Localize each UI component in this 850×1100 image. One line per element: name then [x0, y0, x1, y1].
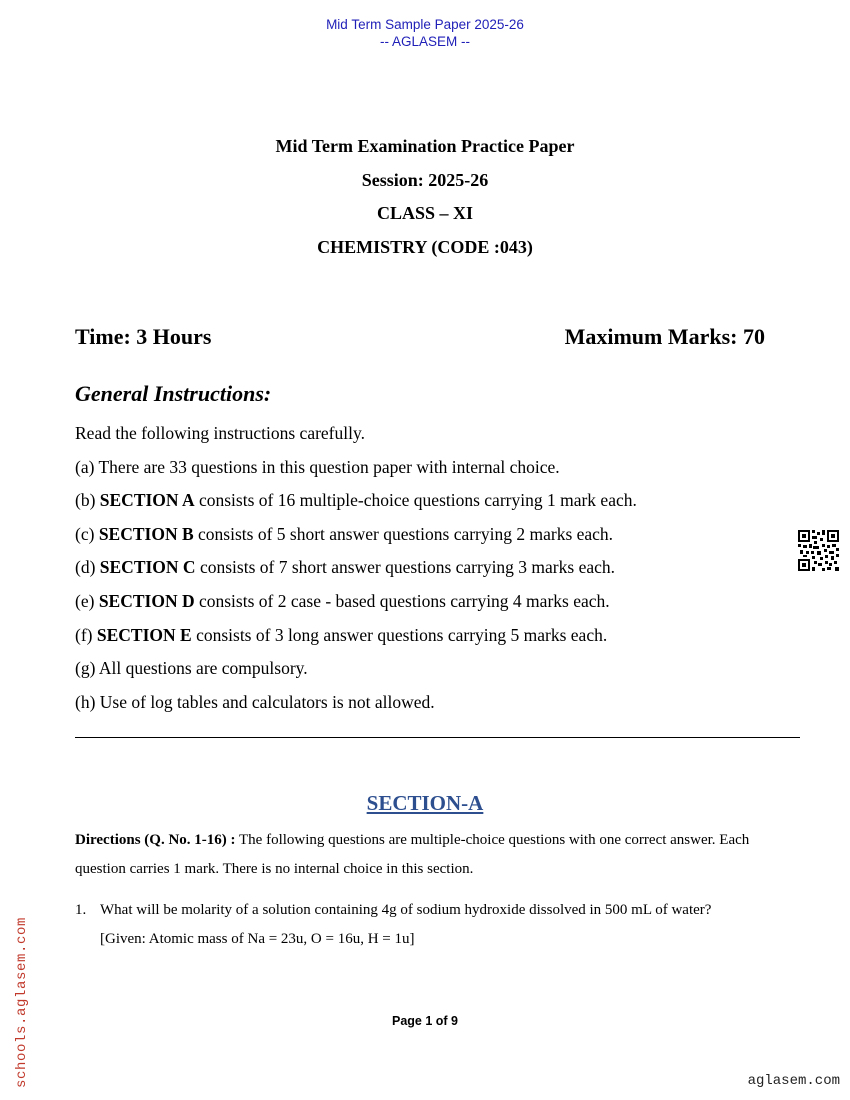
footer-site[interactable]: aglasem.com: [747, 1073, 840, 1089]
instruction-item: (e) SECTION D consists of 2 case - based questions carrying 4 marks each.: [75, 590, 610, 611]
side-watermark: schools.aglasem.com: [14, 916, 30, 1088]
time-label: Time: 3 Hours: [75, 324, 212, 349]
session-title: Session: 2025-26: [361, 169, 489, 190]
instruction-item: (b) SECTION A consists of 16 multiple-choice questions carrying 1 mark each.: [75, 490, 637, 511]
directions-label: Directions (Q. No. 1-16) :: [75, 832, 236, 848]
instructions-intro: Read the following instructions carefully.: [75, 423, 365, 443]
header-line-1: Mid Term Sample Paper 2025-26: [326, 17, 524, 32]
instruction-item: (d) SECTION C consists of 7 short answer questions carrying 3 marks each.: [75, 557, 615, 578]
instruction-item: (h) Use of log tables and calculators is not allowed.: [75, 691, 435, 712]
exam-title: Mid Term Examination Practice Paper: [275, 136, 575, 156]
instruction-item: (g) All questions are compulsory.: [75, 658, 308, 679]
instruction-item: (f) SECTION E consists of 3 long answer questions carrying 5 marks each.: [75, 624, 608, 645]
max-marks-label: Maximum Marks: 70: [564, 324, 765, 349]
title-block: [0, 134, 850, 268]
question-text: What will be molarity of a solution containing 4g of sodium hydroxide dissolved in 500 mL of water?: [100, 902, 712, 918]
page-number: Page 1 of 9: [392, 1014, 458, 1028]
section-a-directions: [75, 826, 755, 884]
instruction-item: (a) There are 33 questions in this question paper with internal choice.: [75, 456, 560, 477]
header-watermark: [0, 16, 850, 50]
horizontal-divider: [75, 737, 800, 738]
header-line-2: -- AGLASEM --: [379, 34, 470, 49]
time-marks-row: [75, 324, 765, 350]
instructions-list: [75, 420, 775, 722]
class-title: CLASS – XI: [376, 203, 474, 223]
section-a-heading: SECTION-A: [366, 791, 484, 815]
instruction-item: (c) SECTION B consists of 5 short answer questions carrying 2 marks each.: [75, 523, 614, 544]
question-body: [100, 896, 755, 953]
question-1: [75, 896, 755, 953]
qr-code-icon[interactable]: [798, 530, 839, 571]
directions-text: The following questions are multiple-choice questions with one correct answer. Each question carries 1 mark. There is no internal choice in this section.: [75, 832, 750, 877]
question-number: 1.: [75, 902, 87, 918]
general-instructions-heading: General Instructions:: [75, 381, 272, 406]
subject-title: CHEMISTRY (CODE :043): [317, 236, 533, 257]
question-given: [Given: Atomic mass of Na = 23u, O = 16u, H = 1u]: [100, 930, 415, 947]
